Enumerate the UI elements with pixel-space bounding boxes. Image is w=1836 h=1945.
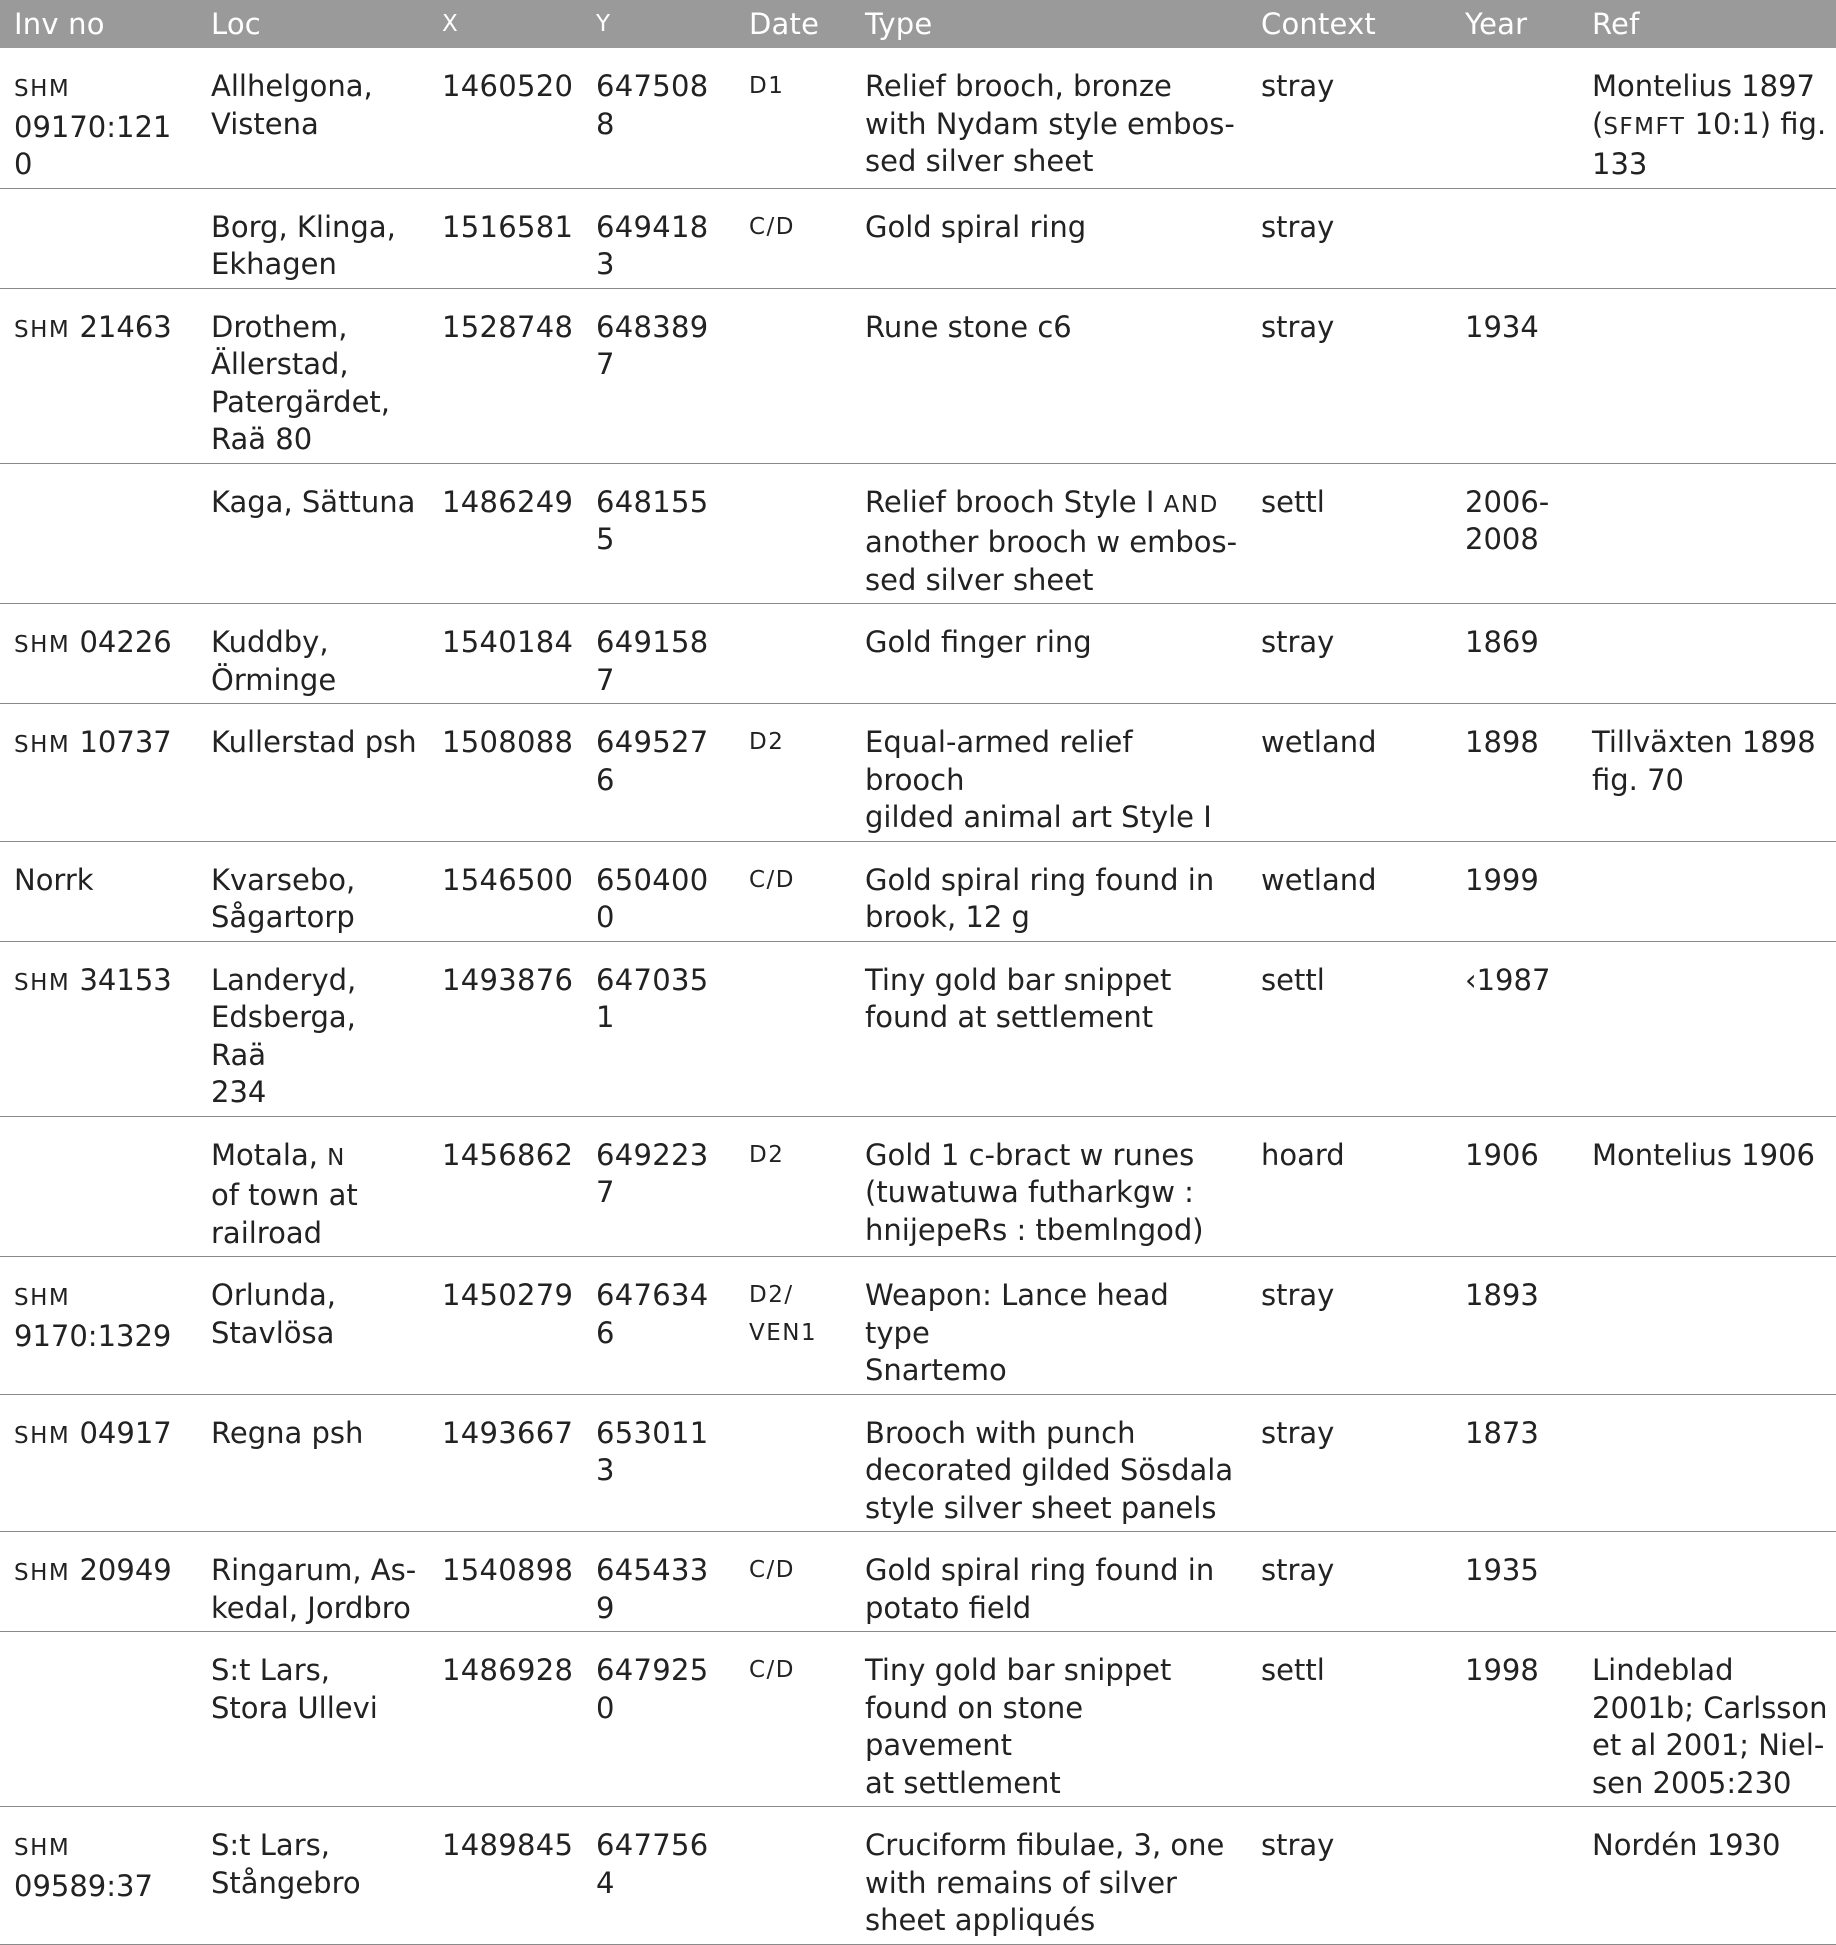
cell-date	[735, 941, 851, 1116]
cell-inv-no	[0, 188, 197, 288]
cell-inv-no	[0, 48, 197, 188]
cell-type	[851, 48, 1247, 188]
cell-type	[851, 704, 1247, 842]
cell-context: settl	[1247, 1632, 1451, 1807]
cell-y: 6477564	[582, 1807, 735, 1945]
cell-x: 1493876	[428, 941, 582, 1116]
cell-line: Gold finger ring	[865, 625, 1092, 659]
cell-x: 1540184	[428, 604, 582, 704]
cell-context: stray	[1247, 1807, 1451, 1945]
cell-line: Ällerstad,	[211, 347, 349, 381]
cell-context: wetland	[1247, 841, 1451, 941]
cell-line: Nordén 1930	[1592, 1828, 1781, 1862]
cell-y: 6494183	[582, 188, 735, 288]
cell-line: gilded animal art Style I	[865, 800, 1212, 834]
cell-ref	[1578, 463, 1836, 604]
cell-x: 1460520	[428, 48, 582, 188]
cell-ref	[1578, 941, 1836, 1116]
cell-line: SHM	[14, 76, 71, 102]
cell-y: 6476346	[582, 1257, 735, 1395]
cell-loc	[197, 188, 428, 288]
cell-date	[735, 604, 851, 704]
cell-line: Sågartorp	[211, 900, 355, 934]
cell-line: Stångebro	[211, 1865, 361, 1900]
cell-y: 6492237	[582, 1116, 735, 1257]
cell-context: settl	[1247, 463, 1451, 604]
cell-x: 1516581	[428, 188, 582, 288]
cell-context: stray	[1247, 288, 1451, 463]
cell-line: Gold spiral ring	[865, 209, 1087, 244]
cell-context: stray	[1247, 1257, 1451, 1395]
cell-line: Snartemo	[865, 1353, 1007, 1387]
cell-inv-no	[0, 1116, 197, 1257]
cell-line: Kvarsebo,	[211, 862, 356, 897]
cell-ref	[1578, 1532, 1836, 1632]
cell-line: Ringarum, As-	[211, 1553, 417, 1587]
cell-line: 1873	[1465, 1415, 1539, 1450]
cell-context: stray	[1247, 604, 1451, 704]
cell-line: D2	[749, 729, 785, 755]
cell-line: Gold spiral ring found in	[865, 1553, 1215, 1587]
cell-context: wetland	[1247, 704, 1451, 842]
table-row	[0, 288, 1836, 463]
cell-ref	[1578, 1807, 1836, 1945]
cell-loc	[197, 463, 428, 604]
cell-year	[1451, 941, 1578, 1116]
cell-x: 1486249	[428, 463, 582, 604]
cell-year	[1451, 48, 1578, 188]
header-loc: Loc	[197, 0, 428, 48]
header-ref: Ref	[1578, 0, 1836, 48]
cell-line: Norrk	[14, 862, 94, 897]
cell-loc	[197, 604, 428, 704]
cell-line: of town at	[211, 1178, 358, 1212]
cell-line: another brooch w embos-	[865, 525, 1238, 559]
cell-y: 6491587	[582, 604, 735, 704]
cell-y: 6504000	[582, 841, 735, 941]
cell-year	[1451, 841, 1578, 941]
cell-year	[1451, 288, 1578, 463]
cell-line: Allhelgona,	[211, 69, 373, 103]
table-row	[0, 463, 1836, 604]
cell-line: style silver sheet panels	[865, 1490, 1217, 1525]
cell-line: sed silver sheet	[865, 144, 1094, 178]
cell-type	[851, 1257, 1247, 1395]
cell-type	[851, 463, 1247, 604]
cell-line: brook, 12 g	[865, 900, 1030, 934]
cell-line: S:t Lars,	[211, 1828, 330, 1862]
cell-line: sed silver sheet	[865, 562, 1094, 597]
cell-context: settl	[1247, 941, 1451, 1116]
cell-loc	[197, 941, 428, 1116]
cell-line: kedal, Jordbro	[211, 1590, 411, 1625]
cell-line: ‹1987	[1465, 962, 1551, 997]
cell-line: 2006-	[1465, 484, 1550, 519]
cell-line: Borg, Klinga,	[211, 209, 396, 244]
cell-line: Orlunda,	[211, 1278, 336, 1312]
cell-line: C/D	[749, 1657, 796, 1683]
cell-line: 1998	[1465, 1653, 1539, 1687]
cell-line: found on stone pavement	[865, 1690, 1084, 1762]
cell-line: Stavlösa	[211, 1315, 335, 1350]
cell-loc	[197, 704, 428, 842]
cell-line: Landeryd,	[211, 962, 357, 997]
cell-line: D2/	[749, 1282, 794, 1308]
cell-year	[1451, 188, 1578, 288]
cell-context: stray	[1247, 48, 1451, 188]
cell-loc	[197, 1632, 428, 1807]
cell-loc	[197, 841, 428, 941]
cell-date	[735, 48, 851, 188]
table-row	[0, 841, 1836, 941]
cell-line: Montelius 1897	[1592, 69, 1815, 103]
cell-type	[851, 1807, 1247, 1945]
cell-x: 1546500	[428, 841, 582, 941]
cell-line: with remains of silver	[865, 1865, 1177, 1900]
cell-line: Tillväxten 1898	[1592, 725, 1816, 759]
table-row	[0, 941, 1836, 1116]
cell-line: sheet appliqués	[865, 1903, 1096, 1937]
cell-line: Vistena	[211, 106, 319, 141]
cell-line: Montelius 1906	[1592, 1137, 1815, 1172]
cell-type	[851, 841, 1247, 941]
cell-inv-no	[0, 604, 197, 704]
cell-date	[735, 188, 851, 288]
cell-line: SHM 04226	[14, 625, 172, 659]
cell-line: Regna psh	[211, 1415, 364, 1450]
cell-year	[1451, 704, 1578, 842]
cell-loc	[197, 1807, 428, 1945]
cell-type	[851, 1394, 1247, 1532]
cell-x: 1489845	[428, 1807, 582, 1945]
cell-x: 1456862	[428, 1116, 582, 1257]
cell-y: 6470351	[582, 941, 735, 1116]
header-context: Context	[1247, 0, 1451, 48]
cell-x: 1486928	[428, 1632, 582, 1807]
cell-line: D1	[749, 73, 785, 99]
cell-line: at settlement	[865, 1765, 1061, 1800]
cell-line: SHM	[14, 1285, 71, 1311]
cell-line: 1898	[1465, 725, 1539, 759]
cell-y: 6481555	[582, 463, 735, 604]
cell-line: 9170:1329	[14, 1318, 172, 1353]
cell-type	[851, 1116, 1247, 1257]
cell-inv-no	[0, 1257, 197, 1395]
table-row	[0, 1807, 1836, 1945]
cell-type	[851, 1632, 1247, 1807]
cell-line: (tuwatuwa futharkgw :	[865, 1175, 1194, 1209]
table-row	[0, 48, 1836, 188]
cell-context: stray	[1247, 1394, 1451, 1532]
cell-inv-no	[0, 1532, 197, 1632]
cell-x: 1540898	[428, 1532, 582, 1632]
table-header	[0, 0, 1836, 48]
header-year: Year	[1451, 0, 1578, 48]
cell-line: SHM 20949	[14, 1553, 172, 1587]
table-row	[0, 1394, 1836, 1532]
cell-ref	[1578, 1632, 1836, 1807]
cell-line: 1869	[1465, 625, 1539, 659]
cell-ref	[1578, 704, 1836, 842]
cell-line: Kaga, Sättuna	[211, 484, 416, 519]
cell-date	[735, 704, 851, 842]
cell-context: hoard	[1247, 1116, 1451, 1257]
table-row	[0, 604, 1836, 704]
cell-line: fig. 70	[1592, 762, 1685, 797]
cell-type	[851, 941, 1247, 1116]
header-x: X	[428, 0, 582, 48]
header-inv-no: Inv no	[0, 0, 197, 48]
cell-line: Edsberga, Raä	[211, 1000, 356, 1072]
cell-line: et al 2001; Niel-	[1592, 1728, 1825, 1762]
cell-date	[735, 288, 851, 463]
cell-year	[1451, 1394, 1578, 1532]
table-row	[0, 704, 1836, 842]
cell-context: stray	[1247, 1532, 1451, 1632]
table-row	[0, 188, 1836, 288]
cell-line: potato field	[865, 1590, 1032, 1625]
cell-inv-no	[0, 941, 197, 1116]
cell-date	[735, 1257, 851, 1395]
cell-year	[1451, 604, 1578, 704]
cell-line: Gold spiral ring found in	[865, 862, 1215, 897]
cell-inv-no	[0, 288, 197, 463]
cell-line: Stora Ullevi	[211, 1690, 378, 1725]
cell-x: 1528748	[428, 288, 582, 463]
cell-line: SHM 34153	[14, 962, 172, 997]
cell-line: 09589:37	[14, 1868, 153, 1903]
cell-inv-no	[0, 841, 197, 941]
cell-y: 6483897	[582, 288, 735, 463]
cell-line: Weapon: Lance head type	[865, 1278, 1169, 1350]
cell-ref	[1578, 288, 1836, 463]
cell-year	[1451, 1532, 1578, 1632]
cell-line: C/D	[749, 866, 796, 893]
cell-line: VEN1	[749, 1319, 818, 1346]
cell-ref	[1578, 841, 1836, 941]
cell-y: 6475088	[582, 48, 735, 188]
cell-y: 6454339	[582, 1532, 735, 1632]
cell-context: stray	[1247, 188, 1451, 288]
cell-date	[735, 463, 851, 604]
cell-line: Kuddby,	[211, 625, 329, 659]
cell-line: Brooch with punch	[865, 1415, 1136, 1450]
cell-line: 1999	[1465, 862, 1539, 897]
cell-year	[1451, 463, 1578, 604]
cell-type	[851, 604, 1247, 704]
cell-type	[851, 188, 1247, 288]
cell-x: 1450279	[428, 1257, 582, 1395]
cell-x: 1508088	[428, 704, 582, 842]
cell-line: SHM 10737	[14, 725, 172, 759]
cell-line: 234	[211, 1075, 267, 1109]
cell-ref	[1578, 1394, 1836, 1532]
cell-inv-no	[0, 704, 197, 842]
cell-line: Kullerstad psh	[211, 725, 417, 759]
cell-date	[735, 1116, 851, 1257]
cell-line: sen 2005:230	[1592, 1765, 1792, 1800]
cell-loc	[197, 288, 428, 463]
cell-y: 6530113	[582, 1394, 735, 1532]
header-date: Date	[735, 0, 851, 48]
cell-line: SHM 21463	[14, 309, 172, 344]
cell-line: (SFMFT 10:1) fig.	[1592, 106, 1827, 141]
cell-date	[735, 841, 851, 941]
cell-inv-no	[0, 1807, 197, 1945]
cell-line: Lindeblad	[1592, 1653, 1734, 1687]
cell-date	[735, 1394, 851, 1532]
cell-loc	[197, 1116, 428, 1257]
cell-line: Raä 80	[211, 422, 313, 456]
cell-ref	[1578, 48, 1836, 188]
cell-loc	[197, 1532, 428, 1632]
cell-line: Tiny gold bar snippet	[865, 1653, 1172, 1687]
cell-loc	[197, 1394, 428, 1532]
cell-ref	[1578, 604, 1836, 704]
cell-line: 1934	[1465, 309, 1539, 344]
cell-type	[851, 1532, 1247, 1632]
cell-line: 133	[1592, 147, 1648, 181]
cell-line: hnijepeRs : tbemlngod)	[865, 1212, 1204, 1247]
cell-x: 1493667	[428, 1394, 582, 1532]
cell-type	[851, 288, 1247, 463]
cell-inv-no	[0, 1394, 197, 1532]
cell-y: 6495276	[582, 704, 735, 842]
cell-line: Rune stone c6	[865, 309, 1072, 344]
cell-line: 09170:1210	[14, 109, 172, 181]
cell-line: 2008	[1465, 522, 1539, 556]
cell-line: Motala, N	[211, 1137, 346, 1172]
cell-date	[735, 1632, 851, 1807]
cell-inv-no	[0, 1632, 197, 1807]
header-y: Y	[582, 0, 735, 48]
cell-inv-no	[0, 463, 197, 604]
cell-line: D2	[749, 1141, 785, 1168]
cell-line: 1893	[1465, 1278, 1539, 1312]
table-row	[0, 1532, 1836, 1632]
cell-line: S:t Lars,	[211, 1653, 330, 1687]
cell-line: Tiny gold bar snippet	[865, 962, 1172, 997]
cell-ref	[1578, 1257, 1836, 1395]
cell-line: Relief brooch Style I AND	[865, 484, 1219, 519]
cell-loc	[197, 1257, 428, 1395]
cell-line: SHM 04917	[14, 1415, 172, 1450]
cell-year	[1451, 1632, 1578, 1807]
header-row	[0, 0, 1836, 48]
cell-date	[735, 1532, 851, 1632]
table-body	[0, 48, 1836, 1944]
cell-loc	[197, 48, 428, 188]
table-row	[0, 1116, 1836, 1257]
cell-line: 2001b; Carlsson	[1592, 1690, 1828, 1725]
cell-line: Örminge	[211, 662, 337, 697]
cell-line: Ekhagen	[211, 247, 337, 281]
cell-y: 6479250	[582, 1632, 735, 1807]
header-type: Type	[851, 0, 1247, 48]
cell-line: found at settlement	[865, 1000, 1154, 1034]
cell-line: Equal-armed relief brooch	[865, 725, 1133, 797]
cell-line: C/D	[749, 1557, 796, 1583]
cell-date	[735, 1807, 851, 1945]
cell-line: C/D	[749, 213, 796, 240]
cell-line: with Nydam style embos-	[865, 106, 1235, 141]
cell-line: Relief brooch, bronze	[865, 69, 1172, 103]
cell-line: Gold 1 c-bract w runes	[865, 1137, 1195, 1172]
cell-line: decorated gilded Sösdala	[865, 1453, 1234, 1487]
cell-line: 1906	[1465, 1137, 1539, 1172]
cell-line: Drothem,	[211, 309, 348, 344]
cell-line: Cruciform fibulae, 3, one	[865, 1828, 1225, 1862]
table-row	[0, 1257, 1836, 1395]
cell-line: SHM	[14, 1835, 71, 1861]
cell-line: railroad	[211, 1215, 323, 1250]
table-row	[0, 1632, 1836, 1807]
cell-ref	[1578, 188, 1836, 288]
cell-line: Patergärdet,	[211, 384, 391, 419]
cell-ref	[1578, 1116, 1836, 1257]
cell-year	[1451, 1807, 1578, 1945]
cell-line: 1935	[1465, 1553, 1539, 1587]
cell-year	[1451, 1116, 1578, 1257]
cell-year	[1451, 1257, 1578, 1395]
